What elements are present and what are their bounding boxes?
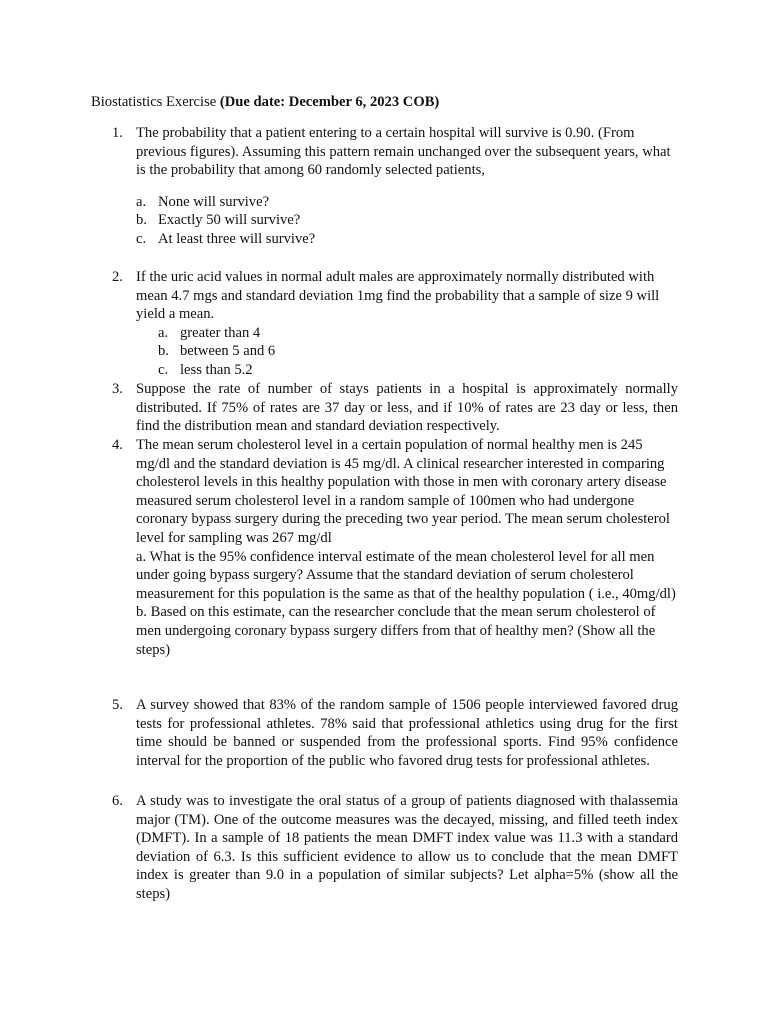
list-item: [158, 361, 678, 380]
item-label: c.: [158, 361, 169, 378]
question-text: The probability that a patient entering to a certain hospital will survive is 0.90. (From previous figures). Assuming this pattern remain unchanged over the subsequent years, what is the probability that among 60 randomly selected patients,: [136, 125, 671, 179]
item-text: greater than 4: [180, 324, 261, 341]
question-4: [112, 436, 678, 659]
question-number: 3.: [112, 381, 123, 397]
question-1: [112, 124, 678, 249]
title-plain: Biostatistics Exercise: [91, 94, 220, 110]
list-item: [136, 211, 678, 230]
question-text: A study was to investigate the oral status of a group of patients diagnosed with thalassemia major (TM). One of the outcome measures was the decayed, missing, and filled teeth index (DMFT). In a sample of 18 patients the mean DMFT index value was 11.3 with a standard deviation of 6.3. Is this sufficient evidence to allow us to conclude that the mean DMFT index is greater than 9.0 in a population of similar subjects? Let alpha=5% (show all the steps): [136, 793, 678, 902]
item-label: b.: [136, 212, 147, 229]
item-text: None will survive?: [158, 193, 270, 210]
list-item: [158, 324, 678, 343]
item-label: b.: [158, 343, 169, 360]
item-text: Exactly 50 will survive?: [158, 212, 301, 229]
question-number: 4.: [112, 437, 123, 453]
question-number: 2.: [112, 269, 123, 285]
question-2: [112, 268, 678, 380]
question-number: 5.: [112, 697, 123, 713]
document-title: [91, 93, 691, 111]
question-6: [112, 792, 678, 904]
question-text: A survey showed that 83% of the random sample of 1506 people interviewed favored drug tests for professional athletes. 78% said that professional athletics using drug for the first time should be banned or suspended from the professional sports. Find 95% confidence interval for the proportion of the public who favored drug tests for professional athletes.: [136, 697, 678, 769]
item-label: c.: [136, 230, 147, 247]
question-text: If the uric acid values in normal adult males are approximately normally distributed with mean 4.7 mgs and standard deviation 1mg find the probability that a sample of size 9 will yield a mean.: [136, 269, 660, 323]
title-due-date: (Due date: December 6, 2023 COB): [219, 94, 440, 110]
list-item: [136, 230, 678, 249]
question-3: [112, 380, 678, 436]
item-text: At least three will survive?: [158, 230, 316, 247]
item-text: between 5 and 6: [180, 343, 276, 360]
question-text: The mean serum cholesterol level in a certain population of normal healthy men is 245 mg/dl and the standard deviation is 45 mg/dl. A clinical researcher interested in comparing cholesterol levels in this healthy population with those in men with coronary artery disease measured serum cholesterol level in a random sample of 100men who had undergone coronary bypass surgery during the preceding two year period. The mean serum cholesterol level for sampling was 267 mg/dl: [136, 437, 670, 546]
question-part-a: a. What is the 95% confidence interval estimate of the mean cholesterol level for all men under going bypass surgery? Assume that the standard deviation of serum cholesterol measurement for this population is the same as that of the healthy population ( i.e., 40mg/dl): [136, 548, 676, 602]
question-text: Suppose the rate of number of stays patients in a hospital is approximately normally distributed. If 75% of rates are 37 day or less, and if 10% of rates are 23 day or less, then find the distribution mean and standard deviation respectively.: [136, 381, 678, 435]
question-5: [112, 696, 678, 770]
item-text: less than 5.2: [180, 361, 253, 378]
item-label: a.: [136, 193, 147, 210]
question-number: 1.: [112, 125, 123, 141]
question-part-b: b. Based on this estimate, can the researcher conclude that the mean serum cholesterol of men undergoing coronary bypass surgery differs from that of healthy men? (Show all the steps): [136, 604, 656, 658]
list-item: [158, 342, 678, 361]
item-label: a.: [158, 324, 169, 341]
question-number: 6.: [112, 793, 123, 809]
list-item: [136, 193, 678, 212]
